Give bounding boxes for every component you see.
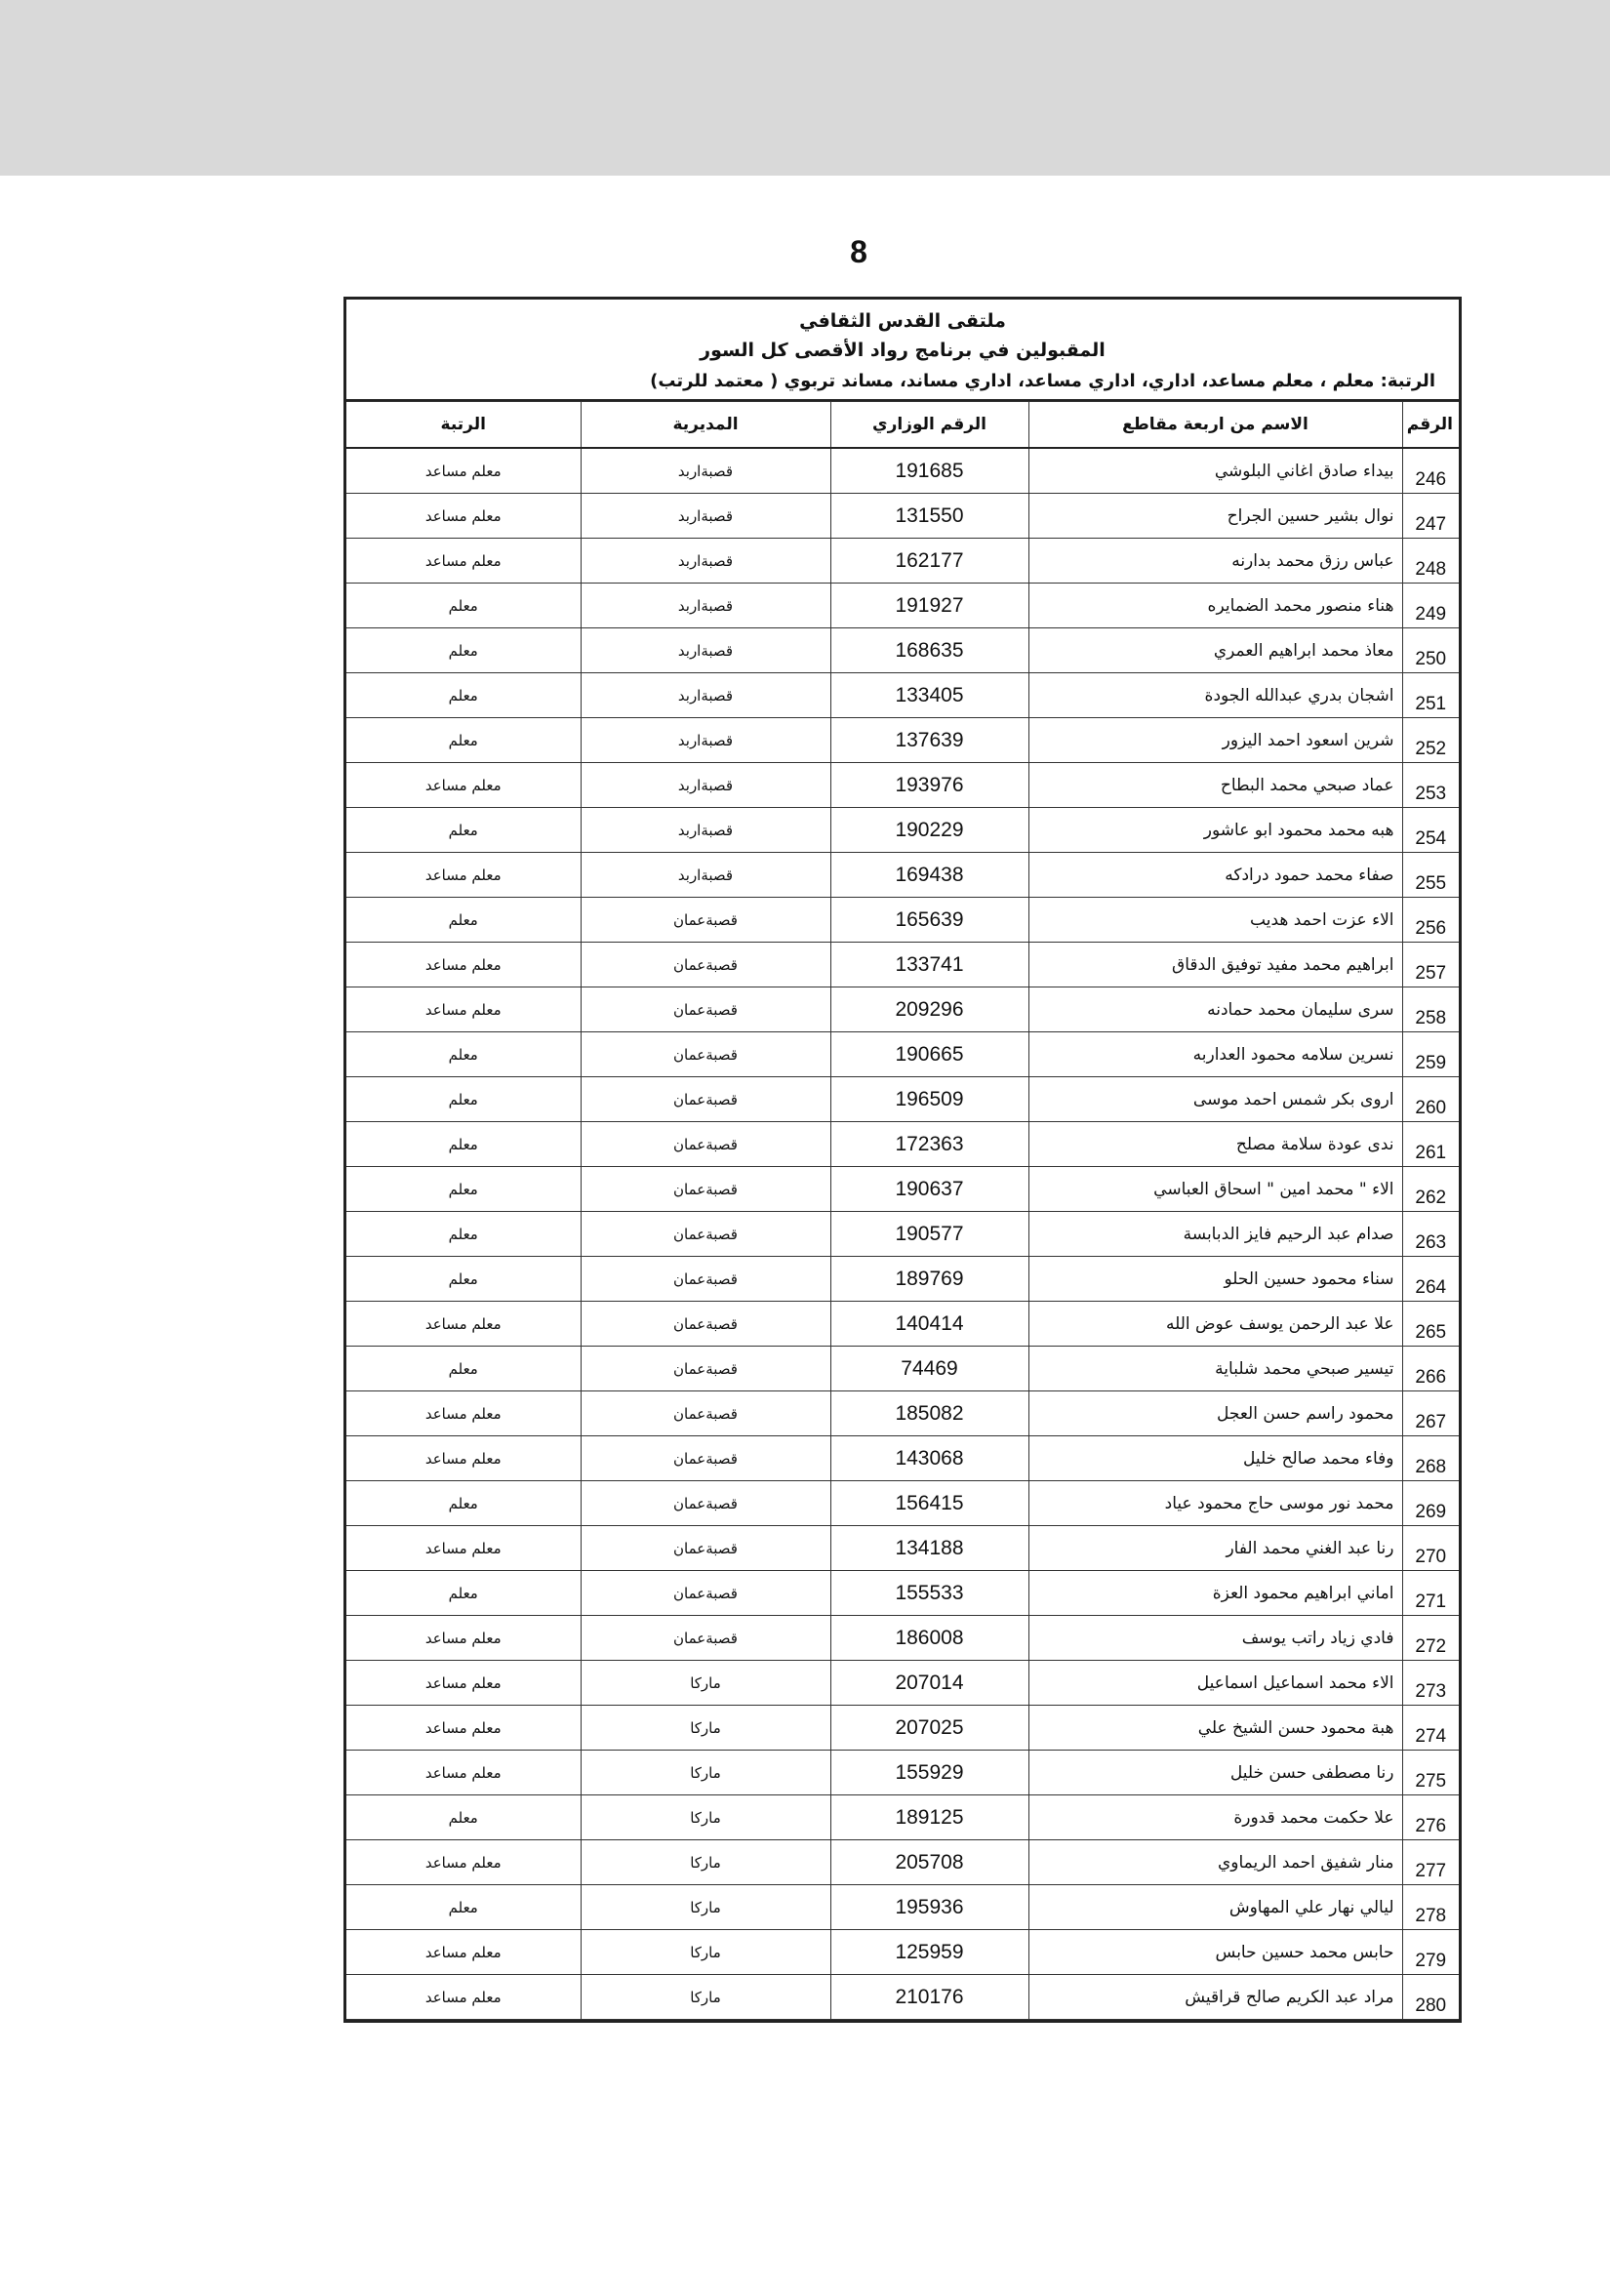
cell-ministry-number: 133741 <box>830 943 1028 987</box>
table-row <box>346 1167 1459 1212</box>
cell-rank: معلم <box>346 628 581 673</box>
cell-num: 267 <box>1402 1391 1459 1436</box>
cell-ministry-number: 140414 <box>830 1302 1028 1347</box>
cell-directorate: قصبةعمان <box>581 1571 830 1616</box>
cell-name: محمود راسم حسن العجل <box>1028 1391 1402 1436</box>
cell-num: 252 <box>1402 718 1459 763</box>
cell-directorate: قصبةعمان <box>581 1212 830 1257</box>
cell-name: هبة محمود حسن الشيخ علي <box>1028 1706 1402 1751</box>
table-row <box>346 1212 1459 1257</box>
accepted-table <box>346 401 1459 2020</box>
cell-directorate: قصبةاربد <box>581 628 830 673</box>
cell-directorate: ماركا <box>581 1840 830 1885</box>
table-row <box>346 1077 1459 1122</box>
document-header <box>346 300 1459 401</box>
cell-name: علا عبد الرحمن يوسف عوض الله <box>1028 1302 1402 1347</box>
table-row <box>346 1795 1459 1840</box>
cell-directorate: قصبةعمان <box>581 943 830 987</box>
column-header-directorate: المديرية <box>581 402 830 449</box>
cell-name: اشجان بدري عبدالله الجودة <box>1028 673 1402 718</box>
cell-directorate: قصبةعمان <box>581 1077 830 1122</box>
cell-rank: معلم <box>346 1571 581 1616</box>
cell-directorate: قصبةاربد <box>581 718 830 763</box>
cell-ministry-number: 131550 <box>830 494 1028 539</box>
table-row <box>346 1706 1459 1751</box>
cell-ministry-number: 155533 <box>830 1571 1028 1616</box>
cell-num: 277 <box>1402 1840 1459 1885</box>
rank-criteria: الرتبة: معلم ، معلم مساعد، اداري، اداري مساعد، اداري مساند، مساند تربوي ( معتمد للرتب) <box>650 371 1435 391</box>
cell-rank: معلم مساعد <box>346 987 581 1032</box>
cell-ministry-number: 185082 <box>830 1391 1028 1436</box>
cell-directorate: قصبةعمان <box>581 1436 830 1481</box>
cell-name: رنا عبد الغني محمد الفار <box>1028 1526 1402 1571</box>
cell-num: 261 <box>1402 1122 1459 1167</box>
cell-directorate: ماركا <box>581 1885 830 1930</box>
table-row <box>346 763 1459 808</box>
cell-directorate: قصبةعمان <box>581 1122 830 1167</box>
table-row <box>346 1481 1459 1526</box>
cell-num: 246 <box>1402 448 1459 494</box>
cell-ministry-number: 190637 <box>830 1167 1028 1212</box>
cell-name: مراد عبد الكريم صالح قراقيش <box>1028 1975 1402 2020</box>
cell-ministry-number: 125959 <box>830 1930 1028 1975</box>
cell-rank: معلم مساعد <box>346 1526 581 1571</box>
cell-num: 264 <box>1402 1257 1459 1302</box>
cell-num: 257 <box>1402 943 1459 987</box>
cell-ministry-number: 207025 <box>830 1706 1028 1751</box>
cell-rank: معلم مساعد <box>346 494 581 539</box>
cell-num: 262 <box>1402 1167 1459 1212</box>
cell-num: 276 <box>1402 1795 1459 1840</box>
cell-name: حابس محمد حسين حابس <box>1028 1930 1402 1975</box>
cell-directorate: ماركا <box>581 1706 830 1751</box>
cell-name: تيسير صبحي محمد شلباية <box>1028 1347 1402 1391</box>
cell-rank: معلم مساعد <box>346 1930 581 1975</box>
cell-directorate: قصبةاربد <box>581 494 830 539</box>
cell-ministry-number: 134188 <box>830 1526 1028 1571</box>
page-number: 8 <box>850 234 867 269</box>
cell-num: 256 <box>1402 898 1459 943</box>
cell-num: 271 <box>1402 1571 1459 1616</box>
cell-directorate: قصبةعمان <box>581 1167 830 1212</box>
cell-name: وفاء محمد صالح خليل <box>1028 1436 1402 1481</box>
table-row <box>346 494 1459 539</box>
cell-ministry-number: 195936 <box>830 1885 1028 1930</box>
cell-ministry-number: 210176 <box>830 1975 1028 2020</box>
cell-name: بيداء صادق اغاني البلوشي <box>1028 448 1402 494</box>
cell-rank: معلم مساعد <box>346 539 581 584</box>
cell-ministry-number: 190577 <box>830 1212 1028 1257</box>
list-document <box>343 297 1462 2023</box>
cell-directorate: قصبةعمان <box>581 1347 830 1391</box>
cell-name: ليالي نهار علي المهاوش <box>1028 1885 1402 1930</box>
program-title: المقبولين في برنامج رواد الأقصى كل السور <box>700 340 1106 361</box>
cell-name: ابراهيم محمد مفيد توفيق الدقاق <box>1028 943 1402 987</box>
cell-ministry-number: 191927 <box>830 584 1028 628</box>
table-row <box>346 1885 1459 1930</box>
table-header-row <box>346 402 1459 449</box>
cell-rank: معلم <box>346 584 581 628</box>
cell-rank: معلم مساعد <box>346 1391 581 1436</box>
cell-rank: معلم <box>346 808 581 853</box>
cell-name: منار شفيق احمد الريماوي <box>1028 1840 1402 1885</box>
cell-ministry-number: 156415 <box>830 1481 1028 1526</box>
table-row <box>346 1257 1459 1302</box>
cell-num: 274 <box>1402 1706 1459 1751</box>
cell-name: الاء " محمد امين " اسحاق العباسي <box>1028 1167 1402 1212</box>
cell-name: محمد نور موسى حاج محمود عياد <box>1028 1481 1402 1526</box>
cell-directorate: قصبةعمان <box>581 898 830 943</box>
table-row <box>346 1122 1459 1167</box>
table-row <box>346 1930 1459 1975</box>
cell-rank: معلم مساعد <box>346 1616 581 1661</box>
cell-ministry-number: 143068 <box>830 1436 1028 1481</box>
cell-rank: معلم مساعد <box>346 1751 581 1795</box>
cell-rank: معلم مساعد <box>346 1840 581 1885</box>
cell-num: 253 <box>1402 763 1459 808</box>
cell-rank: معلم <box>346 1167 581 1212</box>
cell-name: سرى سليمان محمد حمادنه <box>1028 987 1402 1032</box>
table-row <box>346 1526 1459 1571</box>
table-body <box>346 448 1459 2020</box>
cell-directorate: قصبةاربد <box>581 539 830 584</box>
cell-ministry-number: 191685 <box>830 448 1028 494</box>
cell-rank: معلم مساعد <box>346 1661 581 1706</box>
cell-ministry-number: 168635 <box>830 628 1028 673</box>
cell-directorate: ماركا <box>581 1795 830 1840</box>
cell-num: 280 <box>1402 1975 1459 2020</box>
cell-directorate: قصبةعمان <box>581 1257 830 1302</box>
cell-rank: معلم <box>346 1795 581 1840</box>
cell-ministry-number: 190229 <box>830 808 1028 853</box>
cell-num: 279 <box>1402 1930 1459 1975</box>
cell-ministry-number: 205708 <box>830 1840 1028 1885</box>
cell-ministry-number: 193976 <box>830 763 1028 808</box>
cell-name: رنا مصطفى حسن خليل <box>1028 1751 1402 1795</box>
cell-directorate: قصبةاربد <box>581 763 830 808</box>
table-row <box>346 1661 1459 1706</box>
cell-directorate: ماركا <box>581 1930 830 1975</box>
cell-rank: معلم مساعد <box>346 1436 581 1481</box>
cell-ministry-number: 189125 <box>830 1795 1028 1840</box>
cell-name: نوال بشير حسين الجراح <box>1028 494 1402 539</box>
cell-num: 247 <box>1402 494 1459 539</box>
cell-rank: معلم <box>346 1257 581 1302</box>
cell-num: 268 <box>1402 1436 1459 1481</box>
cell-directorate: قصبةاربد <box>581 673 830 718</box>
table-row <box>346 1302 1459 1347</box>
cell-name: نسرين سلامه محمود العداربه <box>1028 1032 1402 1077</box>
cell-directorate: ماركا <box>581 1661 830 1706</box>
cell-rank: معلم <box>346 1032 581 1077</box>
table-row <box>346 808 1459 853</box>
table-row <box>346 1751 1459 1795</box>
cell-directorate: قصبةاربد <box>581 448 830 494</box>
cell-name: صدام عبد الرحيم فايز الدبابسة <box>1028 1212 1402 1257</box>
cell-num: 278 <box>1402 1885 1459 1930</box>
cell-num: 259 <box>1402 1032 1459 1077</box>
cell-name: فادي زياد راتب يوسف <box>1028 1616 1402 1661</box>
cell-directorate: قصبةعمان <box>581 987 830 1032</box>
cell-ministry-number: 169438 <box>830 853 1028 898</box>
cell-directorate: قصبةعمان <box>581 1481 830 1526</box>
cell-num: 260 <box>1402 1077 1459 1122</box>
cell-ministry-number: 209296 <box>830 987 1028 1032</box>
cell-name: صفاء محمد حمود درادكه <box>1028 853 1402 898</box>
cell-directorate: قصبةاربد <box>581 853 830 898</box>
cell-name: شرين اسعود احمد اليزور <box>1028 718 1402 763</box>
cell-rank: معلم مساعد <box>346 448 581 494</box>
cell-num: 266 <box>1402 1347 1459 1391</box>
cell-directorate: قصبةعمان <box>581 1616 830 1661</box>
table-row <box>346 584 1459 628</box>
table-row <box>346 1391 1459 1436</box>
cell-name: سناء محمود حسين الحلو <box>1028 1257 1402 1302</box>
cell-rank: معلم مساعد <box>346 1302 581 1347</box>
table-row <box>346 628 1459 673</box>
cell-name: اماني ابراهيم محمود العزة <box>1028 1571 1402 1616</box>
cell-num: 263 <box>1402 1212 1459 1257</box>
cell-directorate: قصبةعمان <box>581 1032 830 1077</box>
cell-num: 273 <box>1402 1661 1459 1706</box>
cell-rank: معلم مساعد <box>346 853 581 898</box>
cell-rank: معلم <box>346 898 581 943</box>
cell-rank: معلم مساعد <box>346 1975 581 2020</box>
column-header-rank: الرتبة <box>346 402 581 449</box>
cell-ministry-number: 207014 <box>830 1661 1028 1706</box>
cell-ministry-number: 155929 <box>830 1751 1028 1795</box>
cell-num: 255 <box>1402 853 1459 898</box>
cell-rank: معلم <box>346 1122 581 1167</box>
table-row <box>346 898 1459 943</box>
table-row <box>346 1032 1459 1077</box>
cell-rank: معلم مساعد <box>346 943 581 987</box>
cell-name: الاء عزت احمد هديب <box>1028 898 1402 943</box>
table-row <box>346 987 1459 1032</box>
table-row <box>346 1975 1459 2020</box>
cell-rank: معلم <box>346 1481 581 1526</box>
cell-num: 275 <box>1402 1751 1459 1795</box>
cell-directorate: ماركا <box>581 1751 830 1795</box>
cell-num: 251 <box>1402 673 1459 718</box>
cell-num: 248 <box>1402 539 1459 584</box>
cell-ministry-number: 165639 <box>830 898 1028 943</box>
table-row <box>346 718 1459 763</box>
table-row <box>346 1347 1459 1391</box>
cell-rank: معلم <box>346 1077 581 1122</box>
cell-rank: معلم <box>346 1212 581 1257</box>
cell-rank: معلم <box>346 718 581 763</box>
cell-rank: معلم <box>346 1885 581 1930</box>
cell-name: الاء محمد اسماعيل اسماعيل <box>1028 1661 1402 1706</box>
column-header-nid: الرقم الوزاري <box>830 402 1028 449</box>
cell-ministry-number: 137639 <box>830 718 1028 763</box>
table-row <box>346 853 1459 898</box>
cell-ministry-number: 74469 <box>830 1347 1028 1391</box>
cell-num: 272 <box>1402 1616 1459 1661</box>
cell-directorate: ماركا <box>581 1975 830 2020</box>
cell-num: 254 <box>1402 808 1459 853</box>
table-row <box>346 1436 1459 1481</box>
organization-title: ملتقى القدس الثقافي <box>799 310 1006 332</box>
cell-ministry-number: 186008 <box>830 1616 1028 1661</box>
cell-name: علا حكمت محمد قدورة <box>1028 1795 1402 1840</box>
cell-num: 249 <box>1402 584 1459 628</box>
table-row <box>346 1840 1459 1885</box>
cell-ministry-number: 172363 <box>830 1122 1028 1167</box>
table-row <box>346 1571 1459 1616</box>
cell-ministry-number: 190665 <box>830 1032 1028 1077</box>
cell-rank: معلم <box>346 673 581 718</box>
table-row <box>346 673 1459 718</box>
cell-name: عماد صبحي محمد البطاح <box>1028 763 1402 808</box>
cell-num: 270 <box>1402 1526 1459 1571</box>
cell-name: هبه محمد محمود ابو عاشور <box>1028 808 1402 853</box>
cell-num: 258 <box>1402 987 1459 1032</box>
cell-ministry-number: 162177 <box>830 539 1028 584</box>
cell-name: عباس رزق محمد بدارنه <box>1028 539 1402 584</box>
cell-num: 265 <box>1402 1302 1459 1347</box>
table-row <box>346 448 1459 494</box>
cell-directorate: قصبةعمان <box>581 1302 830 1347</box>
column-header-name: الاسم من اربعة مقاطع <box>1028 402 1402 449</box>
cell-num: 269 <box>1402 1481 1459 1526</box>
cell-directorate: قصبةاربد <box>581 808 830 853</box>
cell-name: اروى بكر شمس احمد موسى <box>1028 1077 1402 1122</box>
cell-ministry-number: 133405 <box>830 673 1028 718</box>
cell-ministry-number: 189769 <box>830 1257 1028 1302</box>
column-header-num: الرقم <box>1402 402 1459 449</box>
cell-name: هناء منصور محمد الضمايره <box>1028 584 1402 628</box>
cell-directorate: قصبةعمان <box>581 1391 830 1436</box>
cell-num: 250 <box>1402 628 1459 673</box>
cell-ministry-number: 196509 <box>830 1077 1028 1122</box>
cell-directorate: قصبةاربد <box>581 584 830 628</box>
cell-rank: معلم مساعد <box>346 763 581 808</box>
cell-directorate: قصبةعمان <box>581 1526 830 1571</box>
table-row <box>346 1616 1459 1661</box>
cell-rank: معلم <box>346 1347 581 1391</box>
cell-rank: معلم مساعد <box>346 1706 581 1751</box>
table-row <box>346 943 1459 987</box>
table-row <box>346 539 1459 584</box>
cell-name: ندى عودة سلامة مصلح <box>1028 1122 1402 1167</box>
cell-name: معاذ محمد ابراهيم العمري <box>1028 628 1402 673</box>
